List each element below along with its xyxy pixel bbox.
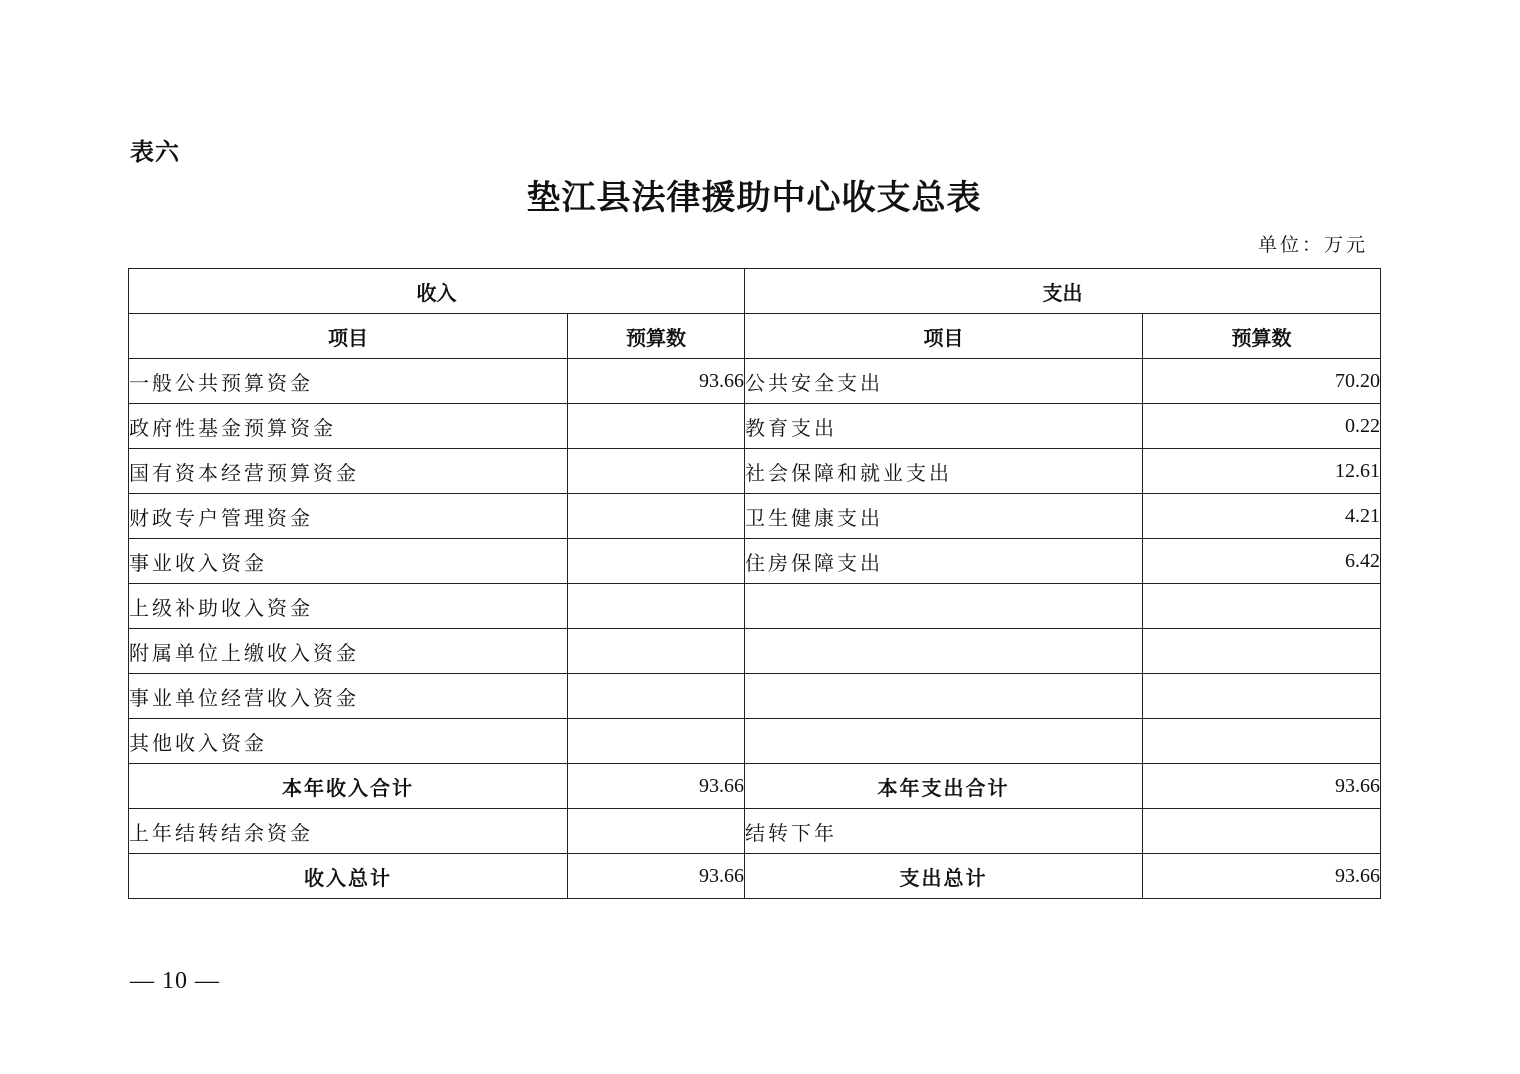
year-income-total-label: 本年收入合计 xyxy=(129,764,568,809)
page-number: — 10 — xyxy=(130,968,220,994)
income-group-header: 收入 xyxy=(129,269,745,314)
expenditure-item-cell: 住房保障支出 xyxy=(745,539,1143,584)
income-item-cell: 一般公共预算资金 xyxy=(129,359,568,404)
expenditure-value-cell xyxy=(1143,674,1381,719)
expenditure-value-cell: 12.61 xyxy=(1143,449,1381,494)
income-item-cell: 其他收入资金 xyxy=(129,719,568,764)
unit-note: 单位：万元 xyxy=(1257,234,1368,256)
table-row xyxy=(129,449,1381,494)
income-grand-total-label: 收入总计 xyxy=(129,854,568,899)
expenditure-item-cell: 教育支出 xyxy=(745,404,1143,449)
prior-year-carryover-label: 上年结转结余资金 xyxy=(129,809,568,854)
table-row xyxy=(129,404,1381,449)
column-header-row xyxy=(129,314,1381,359)
income-value-cell xyxy=(568,494,745,539)
carryover-row xyxy=(129,809,1381,854)
income-budget-header: 预算数 xyxy=(568,314,745,359)
income-value-cell xyxy=(568,674,745,719)
expenditure-item-cell: 公共安全支出 xyxy=(745,359,1143,404)
income-item-cell: 事业单位经营收入资金 xyxy=(129,674,568,719)
expenditure-value-cell xyxy=(1143,719,1381,764)
prior-year-carryover-value xyxy=(568,809,745,854)
expenditure-budget-header: 预算数 xyxy=(1143,314,1381,359)
income-value-cell xyxy=(568,719,745,764)
income-item-cell: 财政专户管理资金 xyxy=(129,494,568,539)
expenditure-value-cell: 6.42 xyxy=(1143,539,1381,584)
document-title: 垫江县法律援助中心收支总表 xyxy=(526,178,982,218)
income-item-cell: 国有资本经营预算资金 xyxy=(129,449,568,494)
income-item-cell: 附属单位上缴收入资金 xyxy=(129,629,568,674)
income-value-cell xyxy=(568,449,745,494)
next-year-carryover-value xyxy=(1143,809,1381,854)
income-expenditure-table xyxy=(128,268,1381,899)
income-item-header: 项目 xyxy=(129,314,568,359)
table-row xyxy=(129,719,1381,764)
expenditure-grand-total-label: 支出总计 xyxy=(745,854,1143,899)
expenditure-item-cell xyxy=(745,719,1143,764)
expenditure-item-header: 项目 xyxy=(745,314,1143,359)
income-value-cell xyxy=(568,539,745,584)
expenditure-item-cell xyxy=(745,629,1143,674)
income-value-cell xyxy=(568,629,745,674)
expenditure-value-cell: 4.21 xyxy=(1143,494,1381,539)
year-total-row xyxy=(129,764,1381,809)
expenditure-value-cell: 70.20 xyxy=(1143,359,1381,404)
table-row xyxy=(129,539,1381,584)
table-row xyxy=(129,359,1381,404)
income-value-cell xyxy=(568,584,745,629)
income-value-cell xyxy=(568,404,745,449)
expenditure-item-cell xyxy=(745,674,1143,719)
income-grand-total-value: 93.66 xyxy=(568,854,745,899)
expenditure-item-cell xyxy=(745,584,1143,629)
table-row xyxy=(129,629,1381,674)
income-item-cell: 上级补助收入资金 xyxy=(129,584,568,629)
table-row xyxy=(129,494,1381,539)
grand-total-row xyxy=(129,854,1381,899)
year-expenditure-total-label: 本年支出合计 xyxy=(745,764,1143,809)
year-expenditure-total-value: 93.66 xyxy=(1143,764,1381,809)
table-label: 表六 xyxy=(130,138,180,166)
year-income-total-value: 93.66 xyxy=(568,764,745,809)
income-value-cell: 93.66 xyxy=(568,359,745,404)
expenditure-grand-total-value: 93.66 xyxy=(1143,854,1381,899)
group-header-row xyxy=(129,269,1381,314)
income-item-cell: 事业收入资金 xyxy=(129,539,568,584)
expenditure-group-header: 支出 xyxy=(745,269,1381,314)
table-row xyxy=(129,584,1381,629)
expenditure-value-cell: 0.22 xyxy=(1143,404,1381,449)
expenditure-value-cell xyxy=(1143,584,1381,629)
table-row xyxy=(129,674,1381,719)
expenditure-value-cell xyxy=(1143,629,1381,674)
expenditure-item-cell: 卫生健康支出 xyxy=(745,494,1143,539)
income-item-cell: 政府性基金预算资金 xyxy=(129,404,568,449)
expenditure-item-cell: 社会保障和就业支出 xyxy=(745,449,1143,494)
next-year-carryover-label: 结转下年 xyxy=(745,809,1143,854)
